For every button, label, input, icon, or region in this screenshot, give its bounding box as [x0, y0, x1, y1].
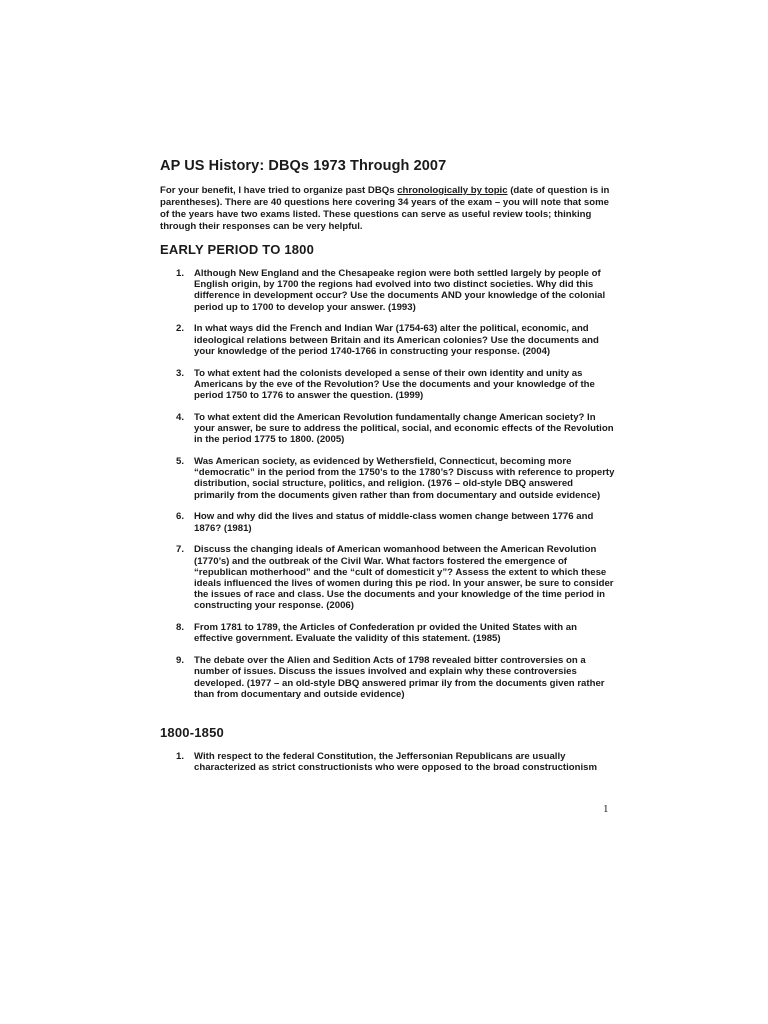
question-number: 4.: [176, 411, 185, 423]
question-number: 6.: [176, 511, 185, 523]
question-item: [176, 655, 616, 700]
question-item: [176, 622, 616, 644]
question-item: [176, 323, 616, 357]
intro-underlined-text: chronologically by topic: [397, 185, 508, 196]
question-item: [176, 544, 616, 611]
question-list-1800-1850: [176, 751, 616, 784]
question-text: With respect to the federal Constitution, the Jeffersonian Republicans are usually characterized as strict constructionists who were opposed to the broad constructionism: [194, 751, 598, 774]
question-item: [176, 268, 616, 313]
question-text: The debate over the Alien and Sedition Acts of 1798 revealed bitter controversies on a number of issues. Discuss the issues involved and explain why these controversies developed. (1977 – an old-style DBQ answered primar ily from the documents given rather than from documentary and outside evidence): [194, 655, 605, 700]
question-list-early-period: [176, 268, 616, 711]
question-text: Although New England and the Chesapeake region were both settled largely by people of English origin, by 1700 the regions had evolved into two distinct societies. Why did this difference in development occur? Use the documents AND your knowledge of the colonial period up to 1700 to develop your answer. (1993): [194, 268, 606, 313]
question-number: 9.: [176, 655, 185, 667]
question-number: 2.: [176, 323, 185, 335]
question-number: 8.: [176, 622, 185, 634]
question-text: In what ways did the French and Indian War (1754-63) alter the political, economic, and ideological relations between Britain and its American colonies? Use the documents and your knowledge of the period 1740-1766 in constructing your response. (2004): [194, 323, 599, 357]
section-heading-1800-1850: 1800-1850: [160, 725, 224, 740]
question-text: Was American society, as evidenced by Wethersfield, Connecticut, becoming more “democratic” in the period from the 1750’s to the 1780’s? Discuss with reference to property distribution, social structure, politics, and religion. (1976 – old-style DBQ answered primarily from the documents given rather than from documentary and outside evidence): [194, 456, 615, 501]
question-text: To what extent did the American Revolution fundamentally change American society? In your answer, be sure to address the political, social, and economic effects of the Revolution in the period 1775 to 1800. (2005): [194, 411, 614, 446]
question-number: 1.: [176, 268, 185, 279]
question-number: 3.: [176, 367, 185, 379]
question-text: How and why did the lives and status of middle-class women change between 1776 and 1876? (1981): [194, 511, 594, 534]
question-item: [176, 368, 616, 402]
page-title: AP US History: DBQs 1973 Through 2007: [160, 158, 447, 174]
question-number: 7.: [176, 544, 185, 556]
question-text: To what extent had the colonists developed a sense of their own identity and unity as Americans by the eve of the Revolution? Use the documents and your knowledge of the period 1750 to 1776 to answer the question. (1999): [194, 367, 595, 402]
question-text: Discuss the changing ideals of American womanhood between the American Revolution (1770’s) and the outbreak of the Civil War. What factors fostered the emergence of “republican motherhood” and the “cult of domesticit y”? Assess the extent to which these ideals influenced the lives of women during this pe riod. In your answer, be sure to consider the issues of race and class. Use the documents and your knowledge of the time period in constructing your response. (2006): [194, 544, 614, 612]
question-item: [176, 456, 616, 501]
question-text: From 1781 to 1789, the Articles of Confederation pr ovided the United States with an effective government. Evaluate the validity of this statement. (1985): [194, 622, 577, 645]
page-number: 1: [603, 803, 609, 815]
question-item: [176, 751, 616, 773]
section-heading-early-period: EARLY PERIOD TO 1800: [160, 242, 315, 257]
question-number: 5.: [176, 456, 185, 468]
question-item: [176, 412, 616, 446]
intro-paragraph: [160, 185, 620, 233]
question-number: 1.: [176, 751, 185, 762]
question-item: [176, 511, 616, 533]
intro-text-after: (date of question is in parentheses). There are 40 questions here covering 34 years of the exam – you will note that some of the years have two exams listed. These questions can serve as useful review tools; thinking through their responses can be very helpful.: [160, 185, 610, 232]
intro-text-before: For your benefit, I have tried to organize past DBQs: [160, 185, 398, 196]
